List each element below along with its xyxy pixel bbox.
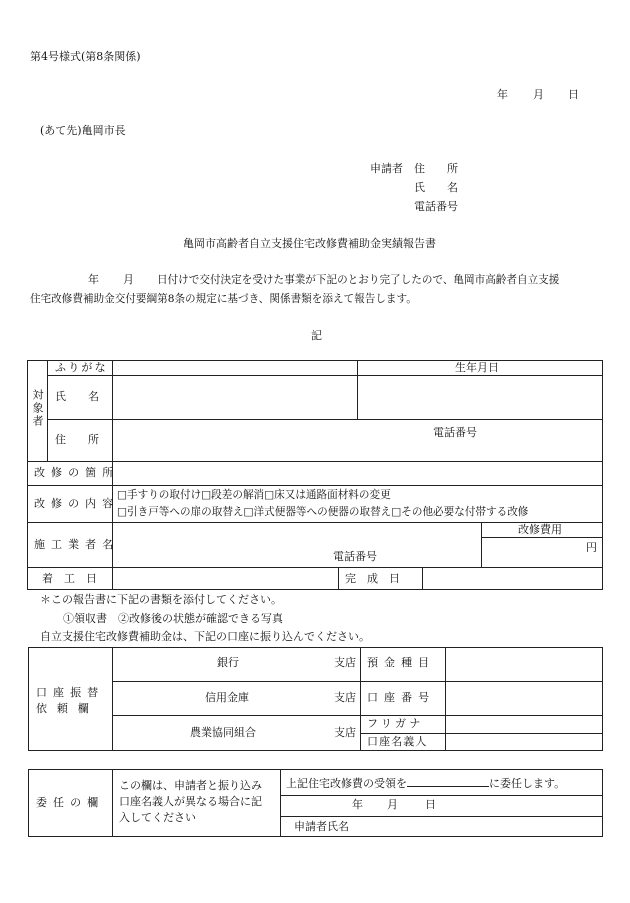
delegation-note-line2: 口座名義人が異なる場合に記: [119, 795, 262, 808]
target-address-label: 住 所: [55, 433, 99, 446]
body-year: 年: [88, 273, 99, 286]
credit-branch-label: 支店: [334, 691, 356, 704]
account-furigana-label: フリガナ: [367, 717, 424, 730]
applicant-name-label: 氏 名: [414, 181, 458, 194]
account-holder-label: 口座名義人: [367, 735, 428, 748]
applicant-address-label: 住 所: [414, 162, 458, 175]
delegation-date-month: 月: [387, 798, 398, 811]
applicant-title: 申請者: [370, 162, 403, 175]
delegation-label: 委任の欄: [36, 796, 105, 809]
form-label: 第4号様式(第8条関係): [30, 50, 141, 63]
deposit-type-label: 預金種目: [367, 656, 436, 669]
bank-name-label: 銀行: [217, 656, 239, 669]
body-line1: 日付けで交付決定を受けた事業が下記のとおり完了したので、亀岡市高齢者自立支援: [157, 274, 560, 286]
bank-table-border: [28, 647, 603, 751]
date-month: 月: [533, 88, 544, 101]
bank-label-line2: 依頼欄: [36, 702, 99, 715]
agri-name-label: 農業協同組合: [190, 726, 256, 739]
delegation-statement: [286, 775, 565, 791]
agri-branch-label: 支店: [334, 726, 356, 739]
date-day: 日: [568, 88, 579, 101]
body-line2: 住宅改修費補助金交付要綱第8条の規定に基づき、関係書類を添えて報告します。: [30, 293, 417, 305]
ki-label: 記: [311, 329, 322, 342]
bank-label-line1: 口座振替: [36, 686, 105, 699]
contractor-label: 施工業者名: [34, 538, 120, 551]
cost-unit: 円: [586, 541, 597, 554]
account-number-label: 口座番号: [367, 691, 436, 704]
content-label: 改修の内容: [34, 497, 120, 510]
cost-label: 改修費用: [518, 523, 562, 536]
note-documents: ①領収書 ②改修後の状態が確認できる写真: [63, 612, 283, 625]
finish-date-label: 完 成 日: [345, 572, 400, 585]
delegation-date-day: 日: [425, 798, 436, 811]
date-year: 年: [497, 88, 508, 101]
delegation-statement-pre: 上記住宅改修費の受領を: [286, 777, 407, 790]
delegation-note-line1: この欄は、申請者と振り込み: [119, 779, 262, 792]
bank-branch-label: 支店: [334, 656, 356, 669]
target-name-label: 氏 名: [55, 390, 99, 403]
note-attachment: ＊この報告書に下記の書類を添付してください。: [40, 593, 282, 606]
addressee: (あて先)亀岡市長: [40, 124, 126, 137]
target-phone-label: 電話番号: [433, 426, 477, 439]
document-title: 亀岡市高齢者自立支援住宅改修費補助金実績報告書: [183, 237, 436, 250]
delegation-note-line3: 入してください: [119, 811, 196, 824]
delegation-applicant-name-label: 申請者氏名: [294, 820, 349, 833]
delegation-date-year: 年: [352, 798, 363, 811]
delegate-name-blank: [407, 775, 489, 787]
content-line1: □手すりの取付け□段差の解消□床又は通路面材料の変更: [117, 489, 391, 501]
applicant-phone-label: 電話番号: [414, 200, 458, 213]
delegation-statement-post: に委任します。: [489, 777, 566, 790]
content-line2: □引き戸等への扉の取替え□洋式便器等への便器の取替え□その他必要な付帯する改修: [117, 506, 529, 518]
target-label: 対象者: [31, 389, 44, 428]
location-label: 改修の箇所: [34, 466, 120, 479]
start-date-label: 着 工 日: [42, 572, 97, 585]
contractor-phone-label: 電話番号: [333, 550, 377, 563]
note-bank-transfer: 自立支援住宅改修費補助金は、下記の口座に振り込んでください。: [40, 630, 370, 643]
body-month: 月: [123, 273, 134, 286]
credit-name-label: 信用金庫: [205, 691, 249, 704]
furigana-label: ふりがな: [55, 361, 108, 374]
birth-date-label: 生年月日: [455, 361, 499, 374]
